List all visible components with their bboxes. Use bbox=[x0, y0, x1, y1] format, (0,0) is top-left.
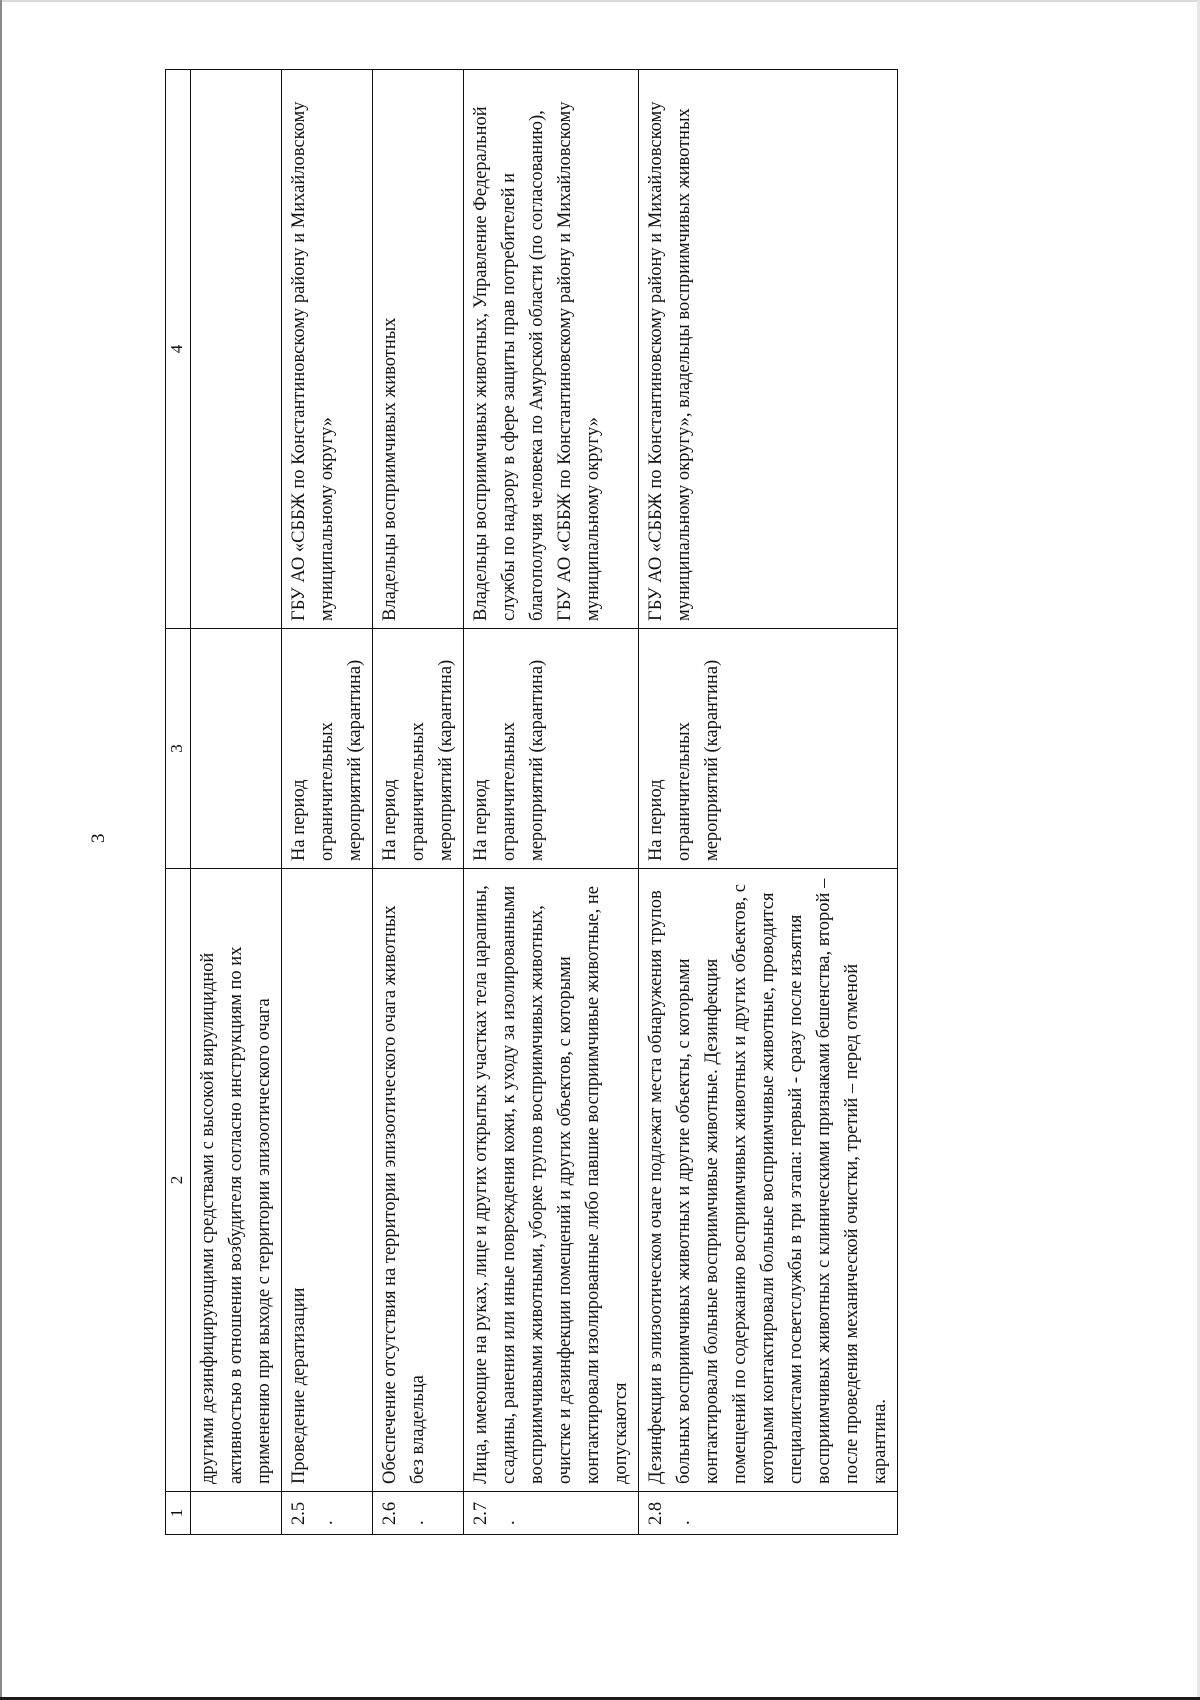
table-row bbox=[191, 70, 282, 1535]
period-cell: На период ограничительных мероприятий (карантина) bbox=[639, 629, 898, 869]
table-row bbox=[282, 70, 373, 1535]
table-row bbox=[373, 70, 464, 1535]
responsible-cell: ГБУ АО «СББЖ по Константиновскому району и Михайловскому муниципальному округу», владельцы восприимчивых животных bbox=[639, 70, 898, 629]
header-col-3: 3 bbox=[166, 629, 191, 869]
measure-cell: Проведение дератизации bbox=[282, 869, 373, 1492]
row-number: 2.7. bbox=[464, 1492, 639, 1535]
period-cell bbox=[191, 629, 282, 869]
row-number: 2.5. bbox=[282, 1492, 373, 1535]
row-number bbox=[191, 1492, 282, 1535]
row-number: 2.8. bbox=[639, 1492, 898, 1535]
period-cell: На период ограничительных мероприятий (карантина) bbox=[373, 629, 464, 869]
responsible-cell: ГБУ АО «СББЖ по Константиновскому району и Михайловскому муниципальному округу» bbox=[282, 70, 373, 629]
table-row bbox=[639, 70, 898, 1535]
table-header-row bbox=[166, 70, 191, 1535]
scan-edge-left bbox=[0, 0, 2, 1700]
responsible-cell: Владельцы восприимчивых животных bbox=[373, 70, 464, 629]
scan-edge-top bbox=[0, 0, 1200, 2]
measures-table bbox=[165, 69, 898, 1535]
measure-cell: Лица, имеющие на руках, лице и других открытых участках тела царапины, ссадины, ранения или иные повреждения кожи, к уходу за изолированными восприимчивыми животными, уборке трупов восприимчивых животных, очистке и дезинфекции помещений и других объектов, с которыми контактировали изолированные либо павшие восприимчивые животные, не допускаются bbox=[464, 869, 639, 1492]
header-col-4: 4 bbox=[166, 70, 191, 629]
page-number: 3 bbox=[88, 833, 109, 843]
period-cell: На период ограничительных мероприятий (карантина) bbox=[464, 629, 639, 869]
measure-cell: Дезинфекции в эпизоотическом очаге подлежат места обнаружения трупов больных восприимчивых животных и другие объекты, с которыми контактировали больные восприимчивые животные. Дезинфекция помещений по содержанию восприимчивых животных и других объектов, с которыми контактировали больные восприимчивые животные, проводится специалистами госветслужбы в три этапа: первый - сразу после изъятия восприимчивых животных с клиническими признаками бешенства, второй – после проведения механической очистки, третий – перед отменой карантина. bbox=[639, 869, 898, 1492]
header-col-2: 2 bbox=[166, 869, 191, 1492]
measure-cell: Обеспечение отсутствия на территории эпизоотического очага животных без владельца bbox=[373, 869, 464, 1492]
table-row bbox=[464, 70, 639, 1535]
period-cell: На период ограничительных мероприятий (карантина) bbox=[282, 629, 373, 869]
header-col-1: 1 bbox=[166, 1492, 191, 1535]
row-number: 2.6. bbox=[373, 1492, 464, 1535]
measure-cell: другими дезинфицирующими средствами с высокой вирулицидной активностью в отношении возбудителя согласно инструкциям по их применению при выходе с территории эпизоотического очага bbox=[191, 869, 282, 1492]
responsible-cell bbox=[191, 70, 282, 629]
rotated-table-wrapper bbox=[165, 70, 1060, 1535]
responsible-cell: Владельцы восприимчивых животных, Управление Федеральной службы по надзору в сфере защиты прав потребителей и благополучия человека по Амурской области (по согласованию), ГБУ АО «СББЖ по Константиновскому району и Михайловскому муниципальному округу» bbox=[464, 70, 639, 629]
